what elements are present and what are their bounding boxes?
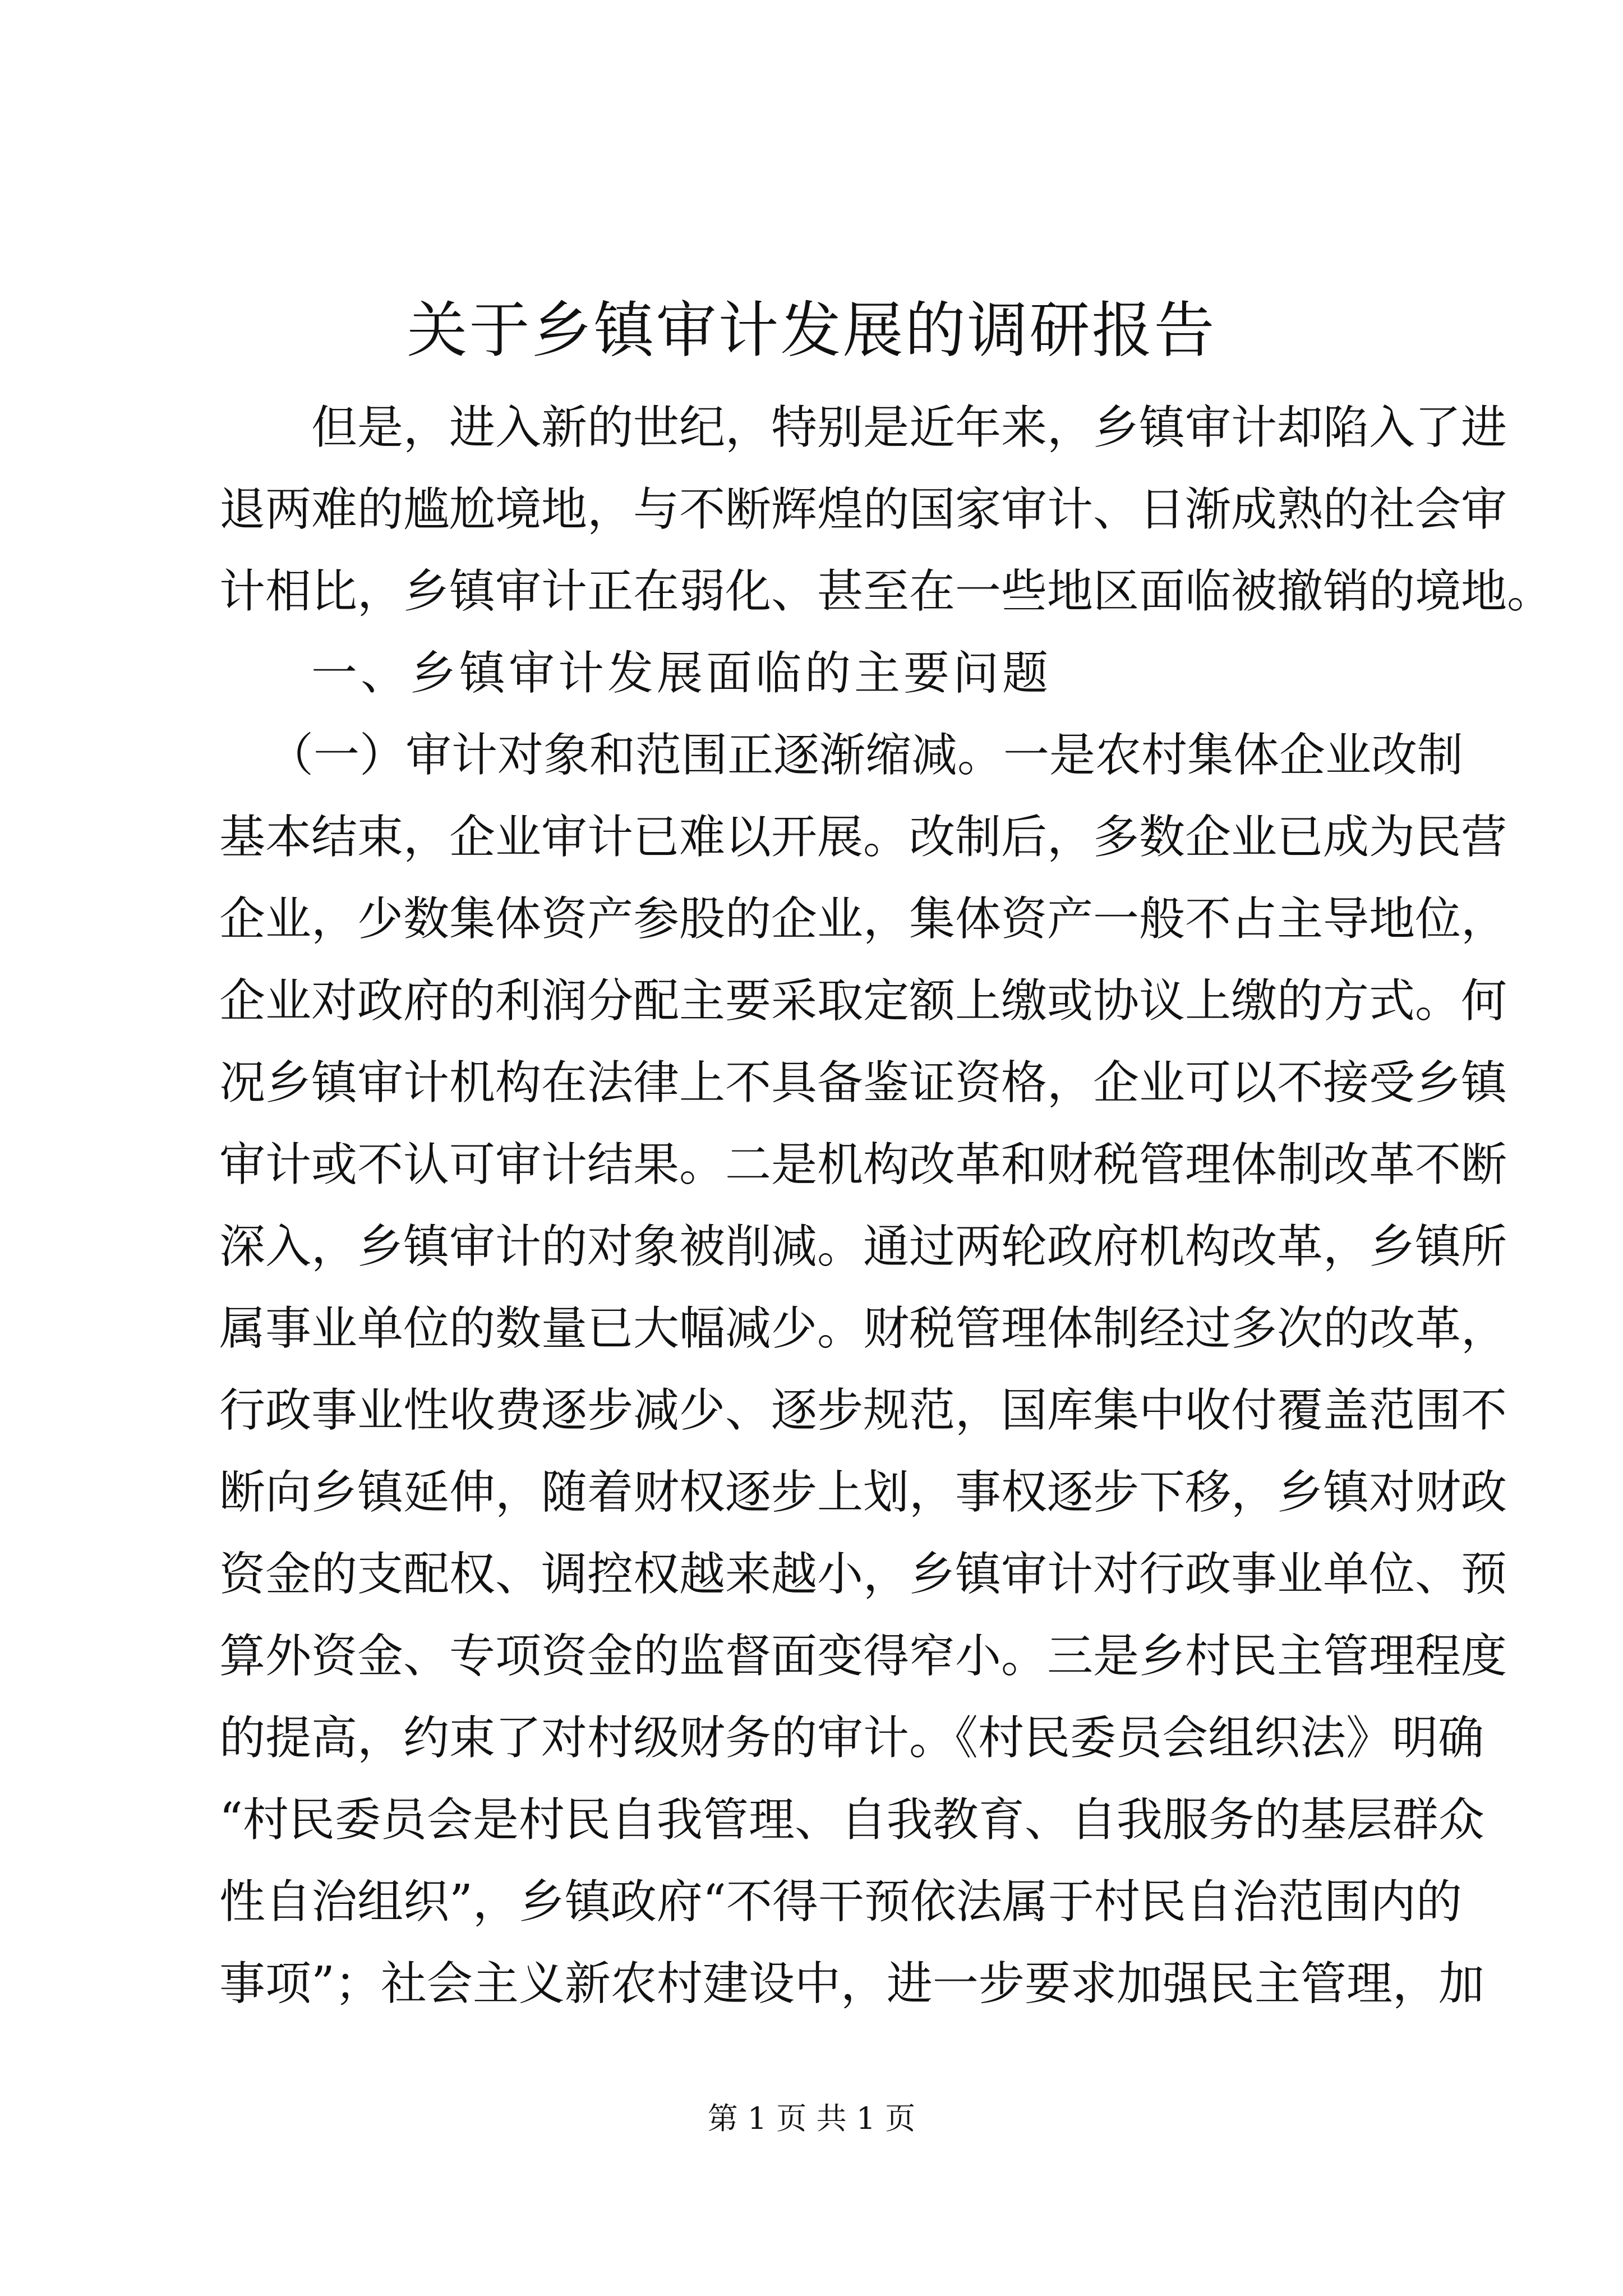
document-body bbox=[219, 387, 1553, 2025]
body-line: 的提高，约束了对村级财务的审计。《村民委员会组织法》明确 bbox=[219, 1711, 1484, 1765]
page-number: 第 1 页 共 1 页 bbox=[707, 2101, 916, 2136]
body-line: 算外资金、专项资金的监督面变得窄小。三是乡村民主管理程度 bbox=[219, 1630, 1507, 1683]
body-line: 企业，少数集体资产参股的企业，集体资产一般不占主导地位， bbox=[219, 892, 1507, 946]
document-title: 关于乡镇审计发展的调研报告 bbox=[407, 296, 1216, 366]
body-line: 退两难的尴尬境地，与不断辉煌的国家审计、日渐成熟的社会审 bbox=[219, 483, 1507, 536]
body-line: “村民委员会是村民自我管理、自我教育、自我服务的基层群众 bbox=[219, 1793, 1484, 1847]
subsection-line: （一）审计对象和范围正逐渐缩减。一是农村集体企业改制 bbox=[268, 729, 1464, 782]
body-line: 断向乡镇延伸，随着财权逐步上划，事权逐步下移，乡镇对财政 bbox=[219, 1466, 1507, 1519]
body-line: 计相比，乡镇审计正在弱化、甚至在一些地区面临被撤销的境地。 bbox=[219, 565, 1553, 618]
body-line: 况乡镇审计机构在法律上不具备鉴证资格，企业可以不接受乡镇 bbox=[219, 1056, 1507, 1110]
body-line: 属事业单位的数量已大幅减少。财税管理体制经过多次的改革， bbox=[219, 1302, 1507, 1355]
body-line: 事项”；社会主义新农村建设中，进一步要求加强民主管理，加 bbox=[219, 1957, 1484, 2010]
body-line: 行政事业性收费逐步减少、逐步规范，国库集中收付覆盖范围不 bbox=[219, 1384, 1507, 1437]
body-line: 但是，进入新的世纪，特别是近年来，乡镇审计却陷入了进 bbox=[311, 401, 1507, 454]
body-line: 基本结束，企业审计已难以开展。改制后，多数企业已成为民营 bbox=[219, 811, 1507, 864]
body-line: 资金的支配权、调控权越来越小，乡镇审计对行政事业单位、预 bbox=[219, 1548, 1507, 1601]
body-line: 深入，乡镇审计的对象被削减。通过两轮政府机构改革，乡镇所 bbox=[219, 1220, 1507, 1273]
body-line: 性自治组织”，乡镇政府“不得干预依法属于村民自治范围内的 bbox=[219, 1875, 1462, 1929]
section-heading: 一、乡镇审计发展面临的主要问题 bbox=[311, 647, 1052, 700]
page-footer bbox=[0, 2099, 1623, 2138]
body-line: 审计或不认可审计结果。二是机构改革和财税管理体制改革不断 bbox=[219, 1138, 1507, 1191]
body-line: 企业对政府的利润分配主要采取定额上缴或协议上缴的方式。何 bbox=[219, 974, 1507, 1028]
